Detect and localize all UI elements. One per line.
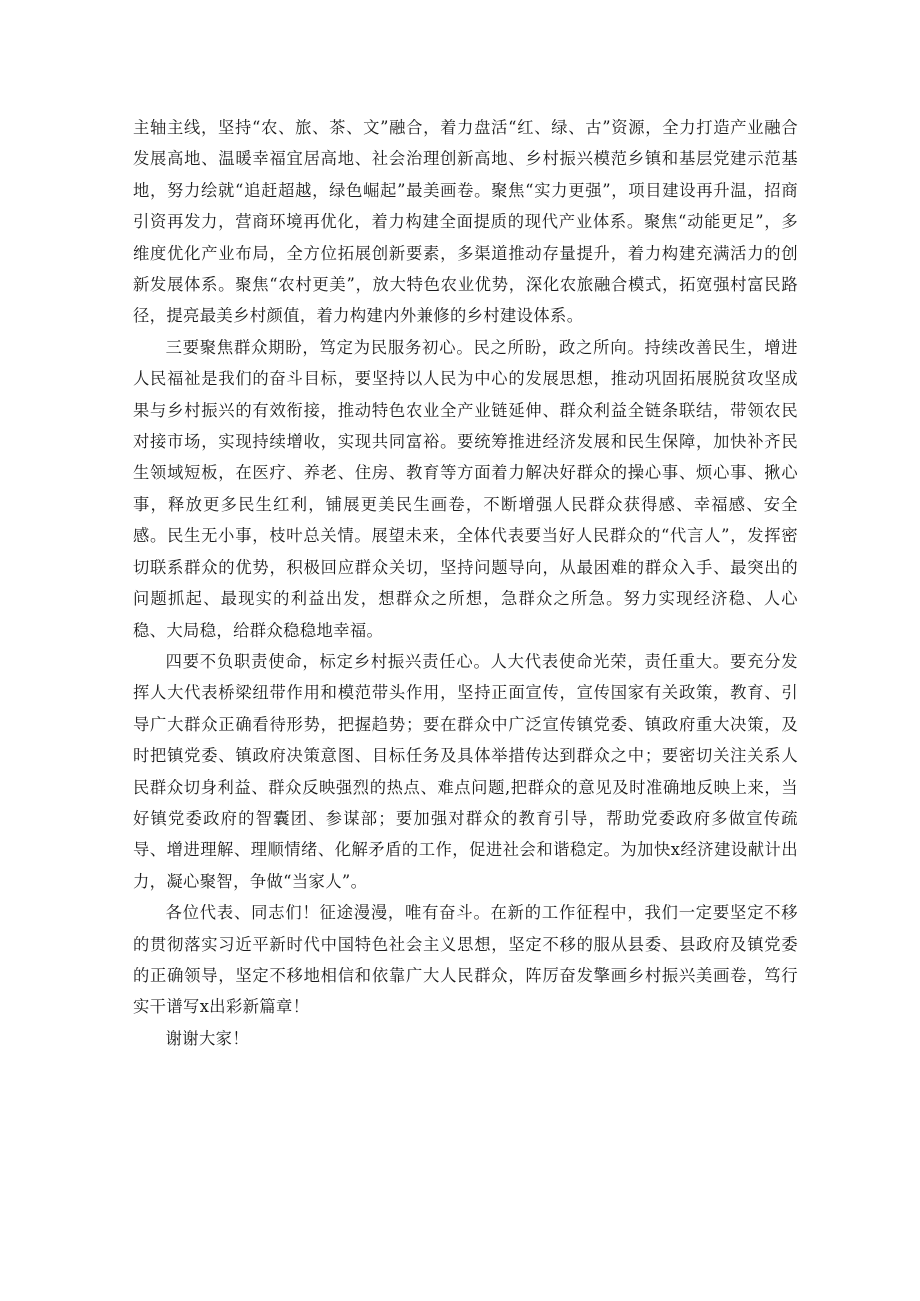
paragraph-point-four: 四要不负职责使命，标定乡村振兴责任心。人大代表使命光荣，责任重大。要充分发挥人大代表桥梁纽带作用和模范带头作用，坚持正面宣传，宣传国家有关政策，教育、引导广大群众正确看待形势，把握趋势；要在群众中广泛宣传镇党委、镇政府重大决策，及时把镇党委、镇政府决策意图、目标任务及具体举措传达到群众之中；要密切关注关系人民群众切身利益、群众反映强烈的热点、难点问题,把群众的意见及时准确地反映上来，当好镇党委政府的智囊团、参谋部；要加强对群众的教育引导，帮助党委政府多做宣传疏导、增进理解、理顺情绪、化解矛盾的工作，促进社会和谐稳定。为加快x经济建设献计出力，凝心聚智，争做“当家人”。	[133, 651, 798, 891]
document-body	[133, 112, 798, 1054]
paragraph-point-three: 三要聚焦群众期盼，笃定为民服务初心。民之所盼，政之所向。持续改善民生，增进人民福祉是我们的奋斗目标，要坚持以人民为中心的发展思想，推动巩固拓展脱贫攻坚成果与乡村振兴的有效衔接，推动特色农业全产业链延伸、群众利益全链条联结，带领农民对接市场，实现持续增收，实现共同富裕。要统筹推进经济发展和民生保障，加快补齐民生领域短板，在医疗、养老、住房、教育等方面着力解决好群众的操心事、烦心事、揪心事，释放更多民生红利，铺展更美民生画卷，不断增强人民群众获得感、幸福感、安全感。民生无小事，枝叶总关情。展望未来，全体代表要当好人民群众的“代言人”，发挥密切联系群众的优势，积极回应群众关切，坚持问题导向，从最困难的群众入手、最突出的问题抓起、最现实的利益出发，想群众之所想，急群众之所急。努力实现经济稳、人心稳、大局稳，给群众稳稳地幸福。	[133, 337, 798, 640]
paragraph-closing-remarks: 各位代表、同志们！征途漫漫，唯有奋斗。在新的工作征程中，我们一定要坚定不移的贯彻落实习近平新时代中国特色社会主义思想，坚定不移的服从县委、县政府及镇党委的正确领导，坚定不移地相信和依靠广大人民群众，阵厉奋发擎画乡村振兴美画卷，笃行实干谱写x出彩新篇章！	[133, 903, 798, 1017]
paragraph-thanks: 谢谢大家！	[165, 1028, 250, 1048]
paragraph-continuation: 主轴主线，坚持“农、旅、茶、文”融合，着力盘活“红、绿、古”资源，全力打造产业融合发展高地、温暖幸福宜居高地、社会治理创新高地、乡村振兴模范乡镇和基层党建示范基地，努力绘就“追赶超越，绿色崛起”最美画卷。聚焦“实力更强”，项目建设再升温，招商引资再发力，营商环境再优化，着力构建全面提质的现代产业体系。聚焦“动能更足”，多维度优化产业布局，全方位拓展创新要素，多渠道推动存量提升，着力构建充满活力的创新发展体系。聚焦“农村更美”，放大特色农业优势，深化农旅融合模式，拓宽强村富民路径，提亮最美乡村颜值，着力构建内外兼修的乡村建设体系。	[133, 118, 798, 326]
